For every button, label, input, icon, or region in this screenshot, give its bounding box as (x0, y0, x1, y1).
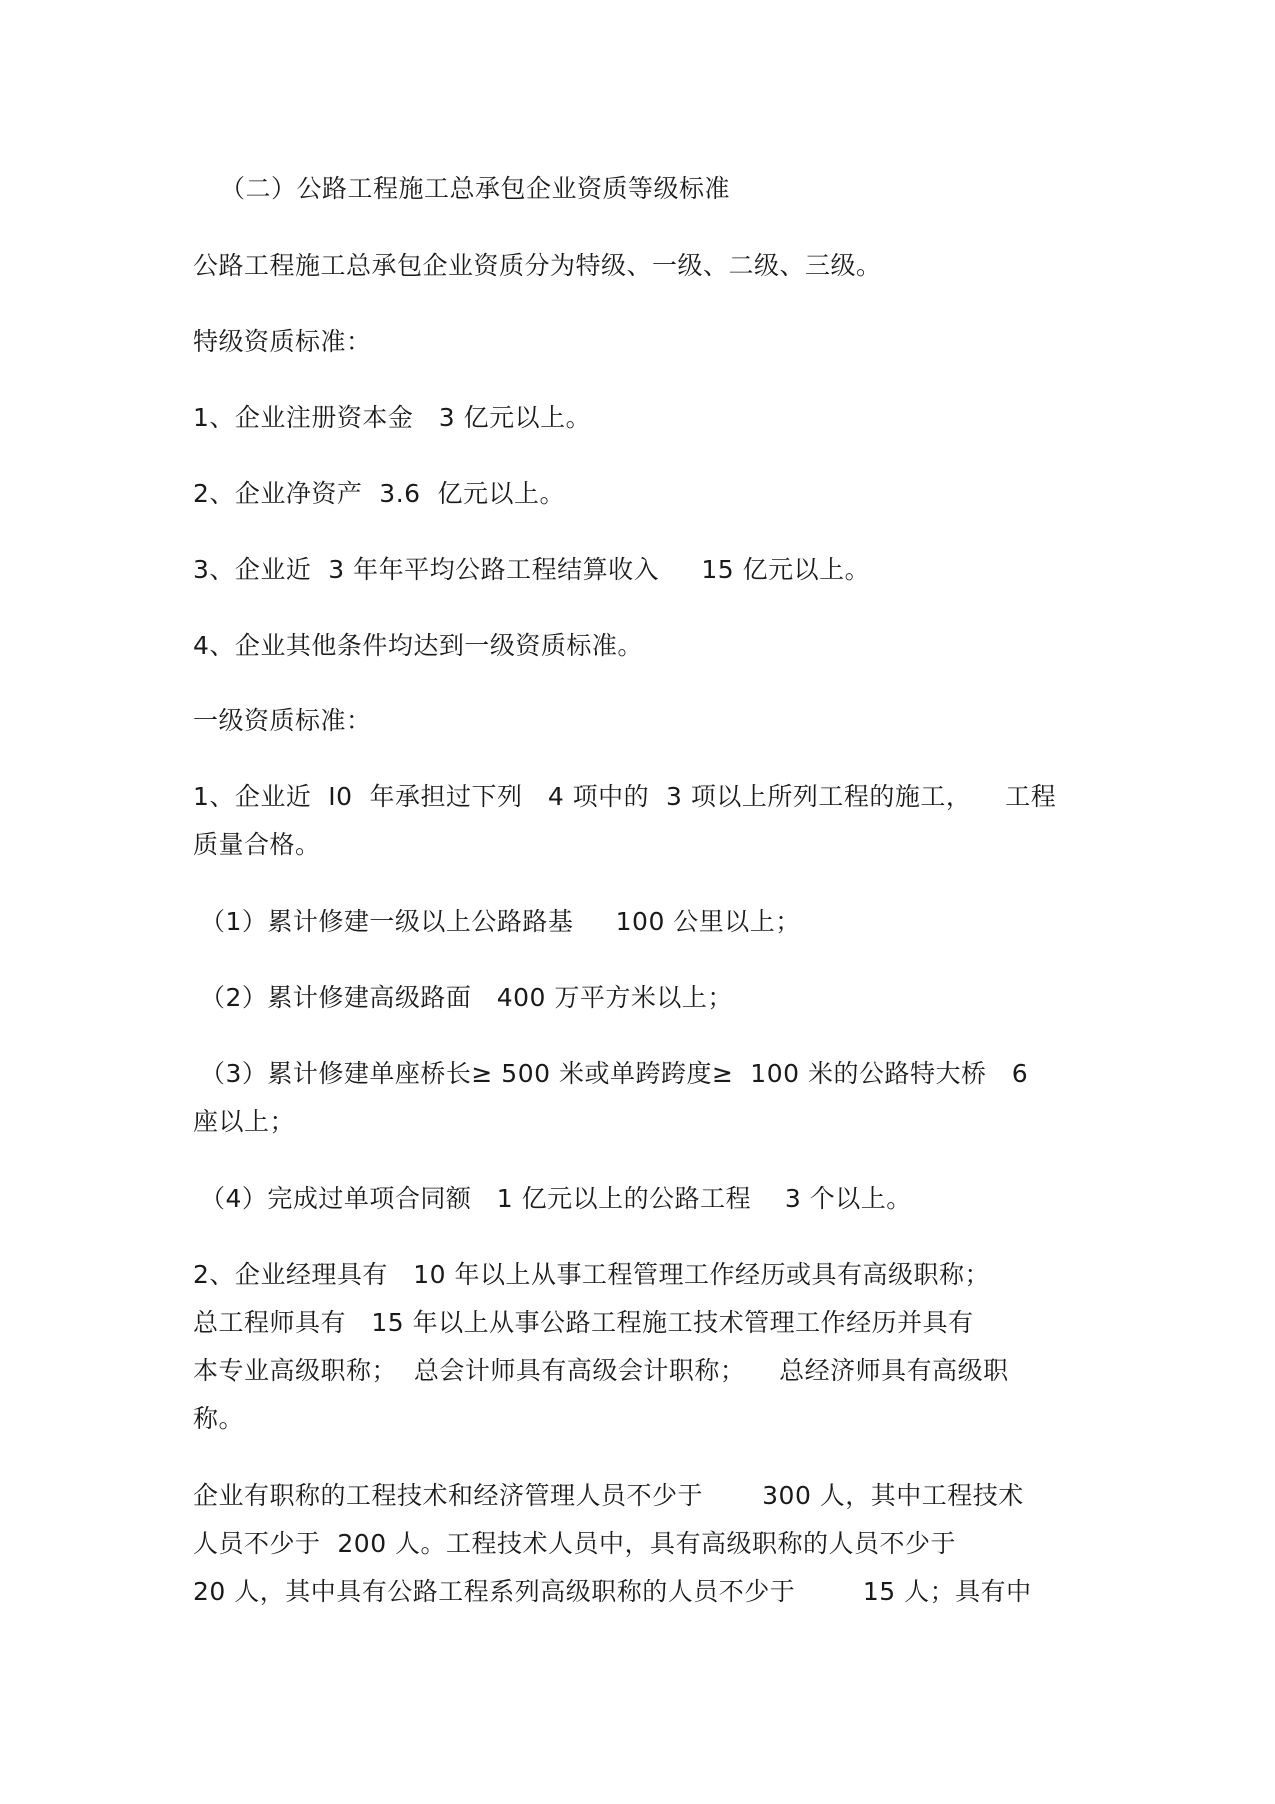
special-item-1: 1、企业注册资本金 3 亿元以上。 (193, 403, 592, 432)
grade1-sub-item-4: （4）完成过单项合同额 1 亿元以上的公路工程 3 个以上。 (200, 1184, 912, 1213)
grade1-sub-item-3: （3）累计修建单座桥长≥ 500 米或单跨跨度≥ 100 米的公路特大桥 6 (200, 1059, 1029, 1088)
grade1-sub-item-3-cont: 座以上； (193, 1107, 296, 1136)
grade1-item2-line2: 总工程师具有 15 年以上从事公路工程施工技术管理工作经历并具有 (193, 1308, 974, 1337)
grade1-item1-line2: 质量合格。 (193, 830, 321, 859)
special-grade-title: 特级资质标准： (193, 327, 372, 356)
staff-paragraph-line3: 20 人，其中具有公路工程系列高级职称的人员不少于 15 人；具有中 (193, 1577, 1032, 1606)
staff-paragraph-line1: 企业有职称的工程技术和经济管理人员不少于 300 人，其中工程技术 (193, 1481, 1024, 1510)
grade1-sub-item-2: （2）累计修建高级路面 400 万平方米以上； (200, 983, 733, 1012)
grade1-item2-line4: 称。 (193, 1404, 245, 1433)
intro-paragraph: 公路工程施工总承包企业资质分为特级、一级、二级、三级。 (193, 251, 882, 280)
special-item-2: 2、企业净资产 3.6 亿元以上。 (193, 479, 565, 508)
grade1-item2-line1: 2、企业经理具有 10 年以上从事工程管理工作经历或具有高级职称； (193, 1260, 991, 1289)
staff-paragraph-line2: 人员不少于 200 人。工程技术人员中，具有高级职称的人员不少于 (193, 1529, 957, 1558)
section-heading: （二）公路工程施工总承包企业资质等级标准 (220, 174, 731, 203)
grade1-item1-line1: 1、企业近 I0 年承担过下列 4 项中的 3 项以上所列工程的施工， 工程 (193, 782, 1057, 811)
grade1-sub-item-1: （1）累计修建一级以上公路路基 100 公里以上； (200, 907, 801, 936)
special-item-3: 3、企业近 3 年年平均公路工程结算收入 15 亿元以上。 (193, 555, 871, 584)
grade1-item2-line3: 本专业高级职称； 总会计师具有高级会计职称； 总经济师具有高级职 (193, 1356, 1009, 1385)
grade1-title: 一级资质标准： (193, 706, 372, 735)
special-item-4: 4、企业其他条件均达到一级资质标准。 (193, 631, 643, 660)
